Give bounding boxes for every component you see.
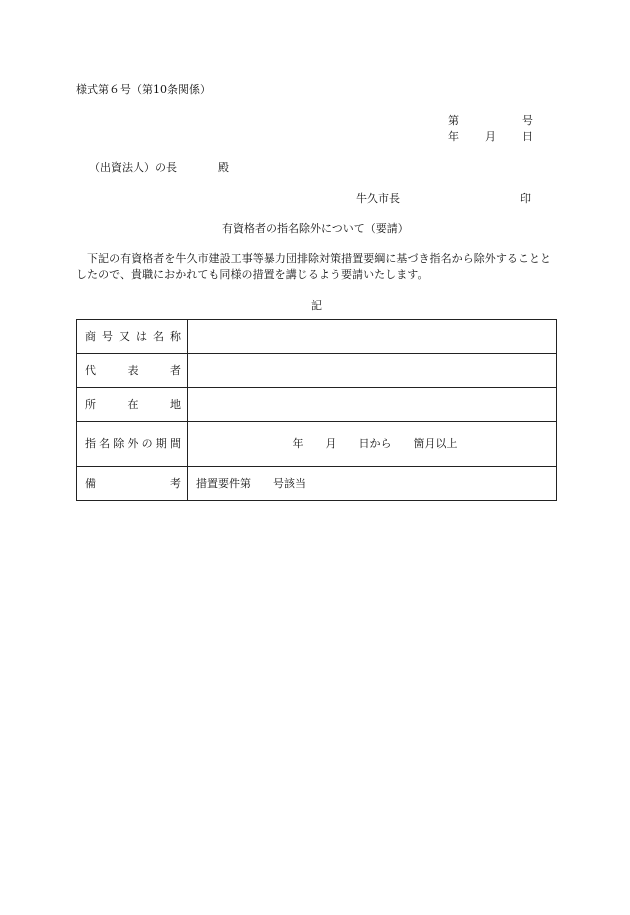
addressee-label: （出資法人）の長	[89, 161, 177, 174]
label-char: の	[141, 437, 153, 451]
date-year-label: 年	[448, 130, 459, 143]
label-char: 者	[170, 363, 181, 377]
exclusion-period-value[interactable]	[188, 422, 557, 467]
label-char: 期	[155, 437, 167, 451]
label-char: 代	[85, 363, 96, 377]
detail-table	[76, 319, 557, 501]
label-char: 指	[85, 437, 96, 451]
ki-heading: 記	[311, 299, 322, 312]
addressee-honorific: 殿	[218, 161, 229, 174]
label-char: 名	[99, 437, 111, 451]
label-char: 除	[113, 437, 125, 451]
sender-title: 牛久市長	[356, 192, 400, 205]
label-char: 称	[170, 329, 181, 343]
document-title: 有資格者の指名除外について（要請）	[222, 222, 409, 235]
remarks-value[interactable]: 措置要件第 号該当	[188, 467, 557, 501]
label-char: 考	[170, 476, 181, 490]
label-char: は	[136, 329, 147, 343]
period-months-or-more-label: 箇月以上	[413, 437, 458, 451]
table-row-representative	[77, 354, 557, 388]
period-month-label: 月	[325, 437, 337, 451]
label-char: 備	[85, 476, 96, 490]
date-day-label: 日	[522, 130, 533, 143]
date-month-label: 月	[485, 130, 496, 143]
label-char: 表	[127, 363, 139, 377]
label-char: 又	[119, 329, 130, 343]
trade-name-value[interactable]	[188, 320, 557, 354]
label-char: 在	[127, 397, 139, 411]
label-char: 名	[153, 329, 164, 343]
document-number-suffix: 号	[522, 114, 533, 127]
document-number-prefix: 第	[448, 114, 459, 127]
address-value[interactable]	[188, 388, 557, 422]
remarks-label	[77, 467, 188, 501]
label-char: 号	[102, 329, 113, 343]
label-char: 間	[169, 437, 181, 451]
table-row-trade-name	[77, 320, 557, 354]
form-number: 様式第６号（第10条関係）	[76, 83, 211, 96]
trade-name-label	[77, 320, 188, 354]
table-row-remarks	[77, 467, 557, 501]
address-label	[77, 388, 188, 422]
period-day-from-label: 日から	[358, 437, 392, 451]
representative-label	[77, 354, 188, 388]
table-row-address	[77, 388, 557, 422]
label-char: 商	[85, 329, 96, 343]
exclusion-period-label	[77, 422, 188, 467]
period-year-label: 年	[292, 437, 304, 451]
table-row-exclusion-period	[77, 422, 557, 467]
representative-value[interactable]	[188, 354, 557, 388]
label-char: 外	[127, 437, 139, 451]
label-char: 地	[170, 397, 181, 411]
seal-mark: 印	[520, 192, 531, 205]
label-char: 所	[85, 397, 96, 411]
body-paragraph: 下記の有資格者を牛久市建設工事等暴力団排除対策措置要綱に基づき指名から除外することとしたので、貴職におかれても同様の措置を講じるよう要請いたします。	[76, 252, 552, 281]
